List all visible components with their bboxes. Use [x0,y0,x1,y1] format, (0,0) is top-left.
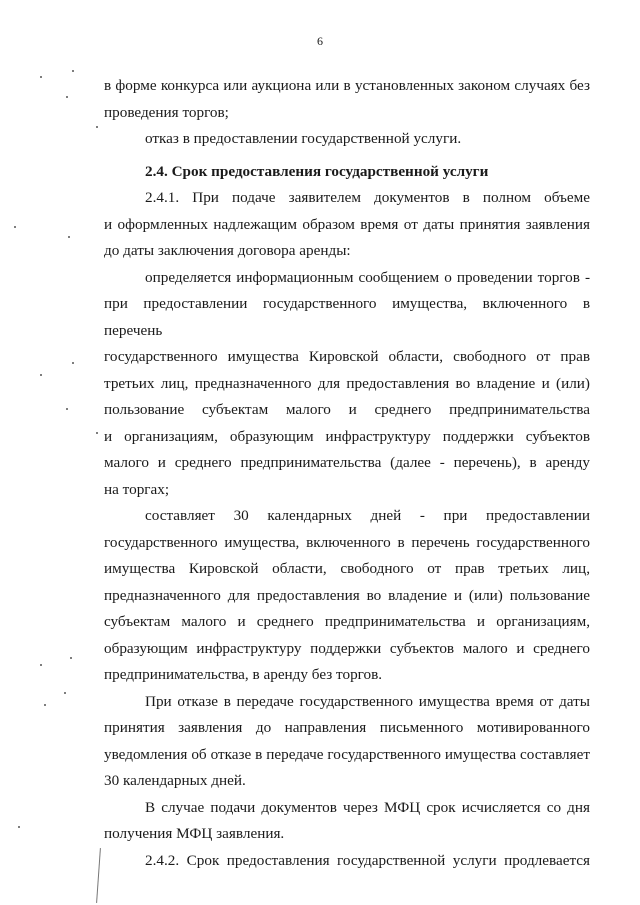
scan-margin-line [96,848,101,903]
text-line: составляет 30 календарных дней - при предоставлении [145,507,590,524]
text-line: отказ в предоставлении государственной услуги. [145,130,462,147]
text-line: В случае подачи документов через МФЦ срок исчисляется со дня [145,798,590,816]
text-line: и организациям, образующим инфраструктуру поддержки субъектов [104,427,590,445]
scan-speck [68,236,70,238]
scan-speck [64,692,66,694]
text-line: предназначенного для предоставления во владение и (или) пользование [104,586,590,604]
scan-speck [14,226,16,228]
scan-speck [66,96,68,98]
text-line: пользование субъектам малого и среднего предпринимательства [104,401,590,418]
scan-speck [40,374,42,376]
text-line: 2.4.2. Срок предоставления государственной услуги продлевается [145,851,590,869]
text-line: третьих лиц, предназначенного для предоставления во владение и (или) [104,374,590,392]
text-line: проведения торгов; [104,103,229,121]
text-line: и оформленных надлежащим образом время от даты принятия заявления [104,215,590,233]
scan-speck [72,70,74,72]
text-line: на торгах; [104,480,170,498]
scan-speck [96,432,98,434]
text-line: субъектам малого и среднего предпринимательства и организациям, [104,613,590,630]
text-line: получения МФЦ заявления. [104,825,285,842]
text-line: определяется информационным сообщением о проведении торгов - [145,268,590,286]
text-line: предпринимательства, в аренду без торгов. [104,666,383,683]
text-line: принятия заявления до направления письменного мотивированного [104,719,590,736]
text-line: При отказе в передаче государственного имущества время от даты [145,692,590,710]
scan-speck [40,76,42,78]
document-body [104,73,590,874]
scan-speck [18,826,20,828]
text-line: государственного имущества Кировской области, свободного от прав [104,348,590,365]
scan-speck [72,362,74,364]
text-line: до даты заключения договора аренды: [104,242,351,259]
text-line: малого и среднего предпринимательства (далее - перечень), в аренду [104,454,590,471]
scan-speck [66,408,68,410]
text-line: при предоставлении государственного имущества, включенного в перечень [104,295,590,339]
text-line: в форме конкурса или аукциона или в установленных законом случаях без [104,77,590,94]
text-line: образующим инфраструктуру поддержки субъектов малого и среднего [104,639,590,657]
scan-speck [40,664,42,666]
text-line: 2.4.1. При подаче заявителем документов в полном объеме [145,189,590,206]
page-number: 6 [317,34,323,48]
section-heading: 2.4. Срок предоставления государственной услуги [145,162,489,180]
text-line: имущества Кировской области, свободного от прав третьих лиц, [104,560,590,577]
text-line: уведомления об отказе в передаче государственного имущества составляет [104,745,590,763]
scan-speck [70,657,72,659]
scan-speck [96,126,98,128]
scan-speck [44,704,46,706]
text-line: 30 календарных дней. [104,772,246,789]
text-line: государственного имущества, включенного в перечень государственного [104,533,590,551]
